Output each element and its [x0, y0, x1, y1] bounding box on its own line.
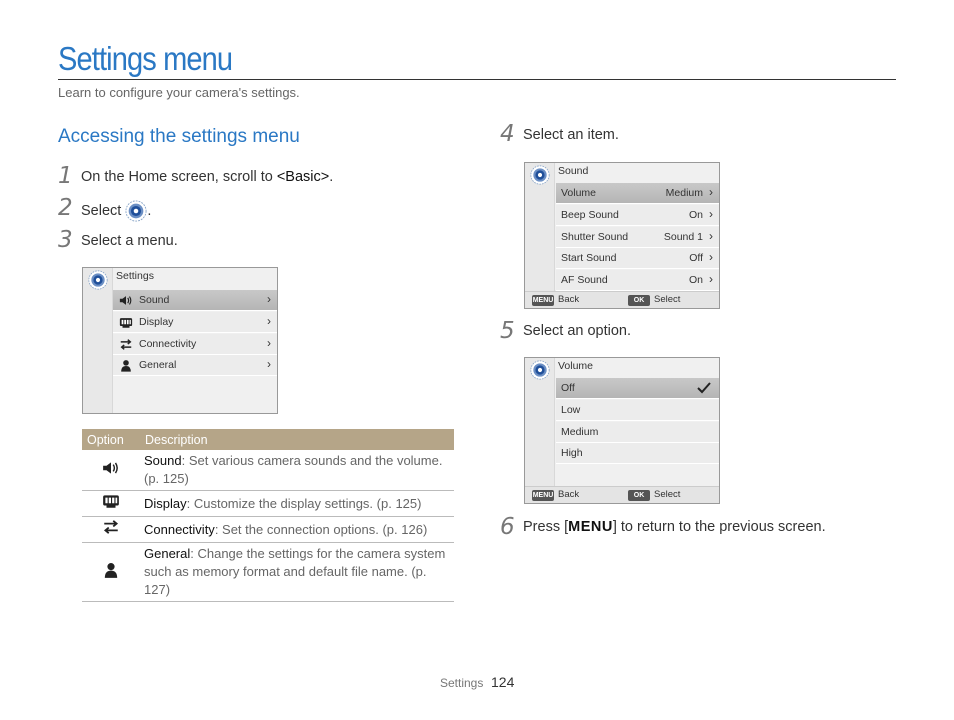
- ok-key-icon: OK: [628, 295, 650, 306]
- table-row: [82, 517, 454, 543]
- page-title: Settings menu: [58, 40, 233, 77]
- panel-header: Settings: [116, 270, 154, 282]
- item-label: Volume: [561, 187, 597, 199]
- footer-section: Settings: [440, 676, 484, 690]
- title-divider: [58, 79, 896, 80]
- menu-item-label: Display: [139, 316, 174, 328]
- volume-option-medium[interactable]: [556, 422, 719, 443]
- arrows-icon: [102, 519, 120, 535]
- options-table: [82, 429, 454, 602]
- step-text-1: [81, 169, 333, 185]
- step-6-text-before: Press [: [523, 519, 569, 535]
- option-desc: : Customize the display settings. (p. 125): [186, 495, 422, 511]
- step-text-6: [523, 519, 826, 535]
- menu-item-label: Sound: [139, 294, 170, 306]
- page-number: 124: [491, 674, 515, 690]
- table-row: [82, 543, 454, 602]
- panel-left-bar: [83, 268, 113, 413]
- step-2-text-before: Select: [81, 202, 126, 219]
- sound-item-beep[interactable]: [556, 205, 719, 226]
- volume-menu-screen: [524, 357, 720, 504]
- person-icon: [119, 359, 133, 372]
- item-label: Start Sound: [561, 252, 617, 264]
- option-name: Connectivity: [144, 521, 215, 537]
- settings-gear-icon: [125, 200, 147, 222]
- menu-item-label: General: [139, 359, 177, 371]
- display-icon: [102, 493, 120, 509]
- table-row: [82, 450, 454, 491]
- select-label: Select: [654, 489, 681, 500]
- table-header-row: [82, 429, 454, 450]
- sound-menu-screen: [524, 162, 720, 309]
- step-number-5: 5: [500, 318, 515, 344]
- step-1-text-after: .: [329, 169, 334, 185]
- menu-key-icon: MENU: [532, 297, 554, 304]
- step-text-4: Select an item.: [523, 127, 619, 143]
- chevron-right-icon: ›: [709, 207, 713, 221]
- ok-key-icon: OK: [628, 490, 650, 501]
- settings-gear-icon: [88, 270, 108, 290]
- panel-header: Volume: [558, 360, 594, 372]
- step-number-3: 3: [58, 227, 73, 253]
- volume-option-high[interactable]: [556, 443, 719, 464]
- sound-item-start[interactable]: [556, 248, 719, 269]
- option-name: General: [144, 546, 191, 561]
- arrows-icon: [119, 338, 133, 351]
- step-2-text-after: .: [147, 202, 152, 219]
- option-label: High: [561, 447, 583, 459]
- option-name: Sound: [144, 453, 182, 468]
- menu-item-sound[interactable]: [113, 290, 277, 311]
- settings-gear-icon: [530, 165, 550, 185]
- table-row: [82, 491, 454, 517]
- item-label: Beep Sound: [561, 209, 619, 221]
- step-6-text-after: ] to return to the previous screen.: [612, 519, 826, 535]
- volume-option-low[interactable]: [556, 400, 719, 421]
- page-subtitle: Learn to configure your camera's settings.: [58, 85, 300, 100]
- back-label: Back: [558, 294, 580, 305]
- speaker-icon: [102, 460, 120, 476]
- chevron-right-icon: ›: [267, 357, 271, 371]
- table-header-option: Option: [82, 429, 140, 450]
- panel-footer: [525, 291, 719, 308]
- item-value: Off: [689, 252, 703, 264]
- section-title: Accessing the settings menu: [58, 126, 300, 147]
- chevron-right-icon: ›: [267, 292, 271, 306]
- table-header-description: Description: [140, 429, 454, 450]
- chevron-right-icon: ›: [709, 229, 713, 243]
- menu-key-icon: MENU: [532, 492, 554, 499]
- option-desc: : Change the settings for the camera system such as memory format and default file name. (p. 127): [144, 546, 446, 597]
- option-label: Low: [561, 404, 581, 416]
- panel-left-bar: [525, 358, 555, 503]
- option-desc: : Set the connection options. (p. 126): [214, 521, 428, 537]
- menu-item-display[interactable]: [113, 312, 277, 333]
- item-label: Shutter Sound: [561, 231, 629, 243]
- step-number-4: 4: [500, 121, 515, 147]
- panel-left-bar: [525, 163, 555, 308]
- item-value: On: [688, 274, 703, 286]
- settings-gear-icon: [530, 360, 550, 380]
- menu-item-label: Connectivity: [139, 338, 197, 350]
- display-icon: [119, 316, 133, 329]
- person-icon: [102, 561, 120, 579]
- menu-key: MENU: [568, 519, 613, 535]
- item-label: AF Sound: [561, 274, 608, 286]
- back-label: Back: [558, 489, 580, 500]
- panel-footer: [525, 486, 719, 503]
- chevron-right-icon: ›: [709, 250, 713, 264]
- sound-item-volume[interactable]: [556, 183, 719, 204]
- step-1-text-before: On the Home screen, scroll to: [81, 169, 277, 185]
- item-value: Sound 1: [663, 231, 703, 243]
- checkmark-icon: [697, 382, 711, 394]
- chevron-right-icon: ›: [267, 314, 271, 328]
- item-value: Medium: [665, 187, 703, 199]
- option-name: Display: [144, 495, 187, 511]
- step-text-3: Select a menu.: [81, 233, 178, 249]
- panel-header: Sound: [558, 165, 589, 177]
- option-label: Medium: [561, 426, 599, 438]
- option-desc: : Set various camera sounds and the volume. (p. 125): [144, 453, 443, 486]
- settings-menu-screen: [82, 267, 278, 414]
- sound-item-af[interactable]: [556, 270, 719, 291]
- option-label: Off: [561, 382, 575, 394]
- step-text-2: [81, 200, 151, 222]
- menu-item-connectivity[interactable]: [113, 334, 277, 355]
- chevron-right-icon: ›: [709, 272, 713, 286]
- volume-option-off[interactable]: [556, 378, 719, 399]
- speaker-icon: [119, 294, 133, 307]
- sound-item-shutter[interactable]: [556, 227, 719, 248]
- step-text-5: Select an option.: [523, 323, 632, 339]
- chevron-right-icon: ›: [709, 185, 713, 199]
- chevron-right-icon: ›: [267, 336, 271, 350]
- step-number-2: 2: [58, 195, 73, 221]
- item-value: On: [688, 209, 703, 221]
- select-label: Select: [654, 294, 681, 305]
- step-number-6: 6: [500, 514, 515, 540]
- step-1-highlight: <Basic>: [276, 169, 330, 185]
- step-number-1: 1: [58, 163, 73, 189]
- menu-item-general[interactable]: [113, 355, 277, 376]
